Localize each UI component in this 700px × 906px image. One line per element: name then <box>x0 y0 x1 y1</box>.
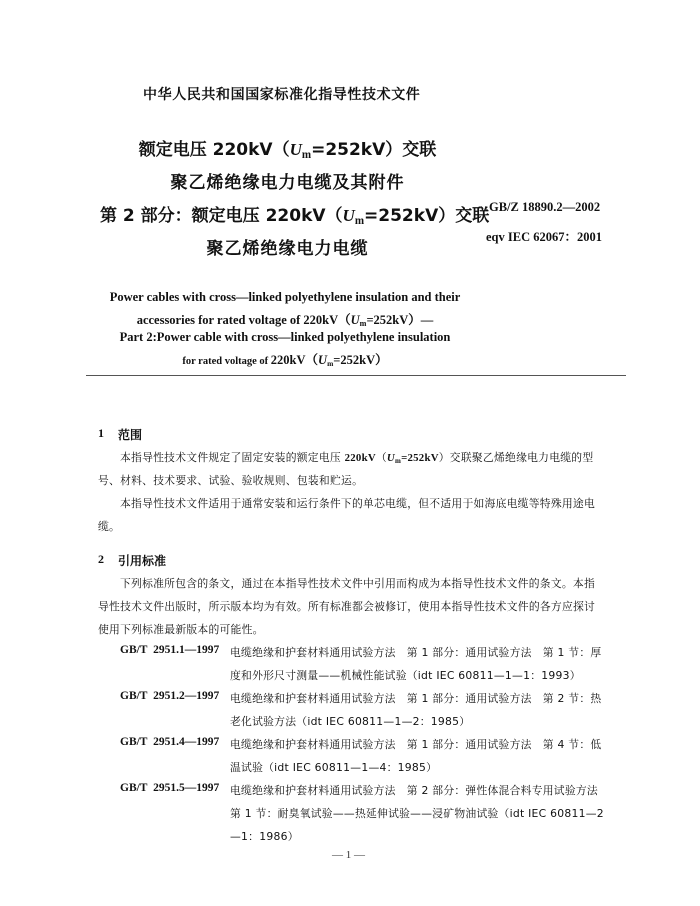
issuing-organization: 中华人民共和国国家标准化指导性技术文件 <box>143 87 421 103</box>
reference-title-line-1: 电缆绝缘和护套材料通用试验方法 第 1 部分：通用试验方法 第 2 节：热 <box>230 692 602 705</box>
title-en-line-2-pre: accessories for rated voltage of 220kV（ <box>136 313 351 327</box>
title-en-line-4-post: =252kV） <box>333 353 388 367</box>
section-1-para-2-line-1: 本指导性技术文件适用于通常安装和运行条件下的单芯电缆，但不适用于如海底电缆等特殊用途电 <box>120 497 596 510</box>
title-cn-line-1 <box>130 135 445 161</box>
title-en-line-1: Power cables with cross—linked polyethylene insulation and their <box>109 290 461 304</box>
title-en-line-4-pre: for rated voltage of <box>182 356 271 367</box>
title-en-line-3: Part 2:Power cable with cross—linked polyethylene insulation <box>119 330 451 344</box>
s1-p1-sub: m <box>394 456 402 465</box>
title-cn-line-4: 聚乙烯绝缘电力电缆 <box>206 239 369 259</box>
title-cn-line-3-pre: 第 2 部分：额定电压 220kV（ <box>100 206 343 226</box>
section-2-title: 引用标准 <box>118 554 167 568</box>
section-1-para-2-line-2: 缆。 <box>98 520 121 533</box>
title-cn-line-1-sub: m <box>301 148 312 161</box>
section-2-para-line-1: 下列标准所包含的条文，通过在本指导性技术文件中引用而构成为本指导性技术文件的条文。本指 <box>120 577 596 590</box>
title-en-line-4-sub: m <box>327 358 334 368</box>
title-cn-line-3-u: U <box>342 206 355 225</box>
title-cn-line-1-pre: 额定电压 220kV（ <box>138 140 290 160</box>
title-cn-line-1-u: U <box>289 140 302 159</box>
section-1-para-1-line-2: 号、材料、技术要求、试验、验收规则、包装和贮运。 <box>98 474 364 487</box>
header-divider <box>86 375 626 376</box>
title-en-line-2-post: =252kV）— <box>366 313 434 327</box>
section-1-para-1-line-1 <box>120 450 593 465</box>
reference-title-line-1: 电缆绝缘和护套材料通用试验方法 第 1 部分：通用试验方法 第 4 节：低 <box>230 738 602 751</box>
standard-code: GB/Z 18890.2—2002 <box>489 200 601 214</box>
title-en-line-4-bold: 220kV（ <box>270 353 319 367</box>
title-en-line-4 <box>80 350 490 368</box>
title-en-line-4-u: U <box>318 353 328 367</box>
reference-title-line-2: 度和外形尺寸测量——机械性能试验（idt IEC 60811—1—1：1993） <box>230 669 581 682</box>
s1-p1-b: 220kV <box>344 452 376 464</box>
reference-code: GB/T 2951.2—1997 <box>120 690 220 702</box>
page-number: — 1 — <box>332 849 365 861</box>
reference-title-line-2: 第 1 节：耐臭氧试验——热延伸试验——浸矿物油试验（idt IEC 60811—2 <box>230 807 604 820</box>
reference-code: GB/T 2951.4—1997 <box>120 736 220 748</box>
standard-equivalence: eqv IEC 62067：2001 <box>486 230 602 244</box>
reference-code: GB/T 2951.5—1997 <box>120 782 220 794</box>
title-cn-line-3-sub: m <box>354 214 365 227</box>
section-1-title: 范围 <box>118 428 143 442</box>
section-2-number: 2 <box>98 552 104 566</box>
reference-code: GB/T 2951.1—1997 <box>120 644 220 656</box>
title-cn-line-1-post: =252kV）交联 <box>311 140 437 160</box>
title-cn-line-3-post: =252kV）交联 <box>364 206 490 226</box>
reference-title-line-1: 电缆绝缘和护套材料通用试验方法 第 1 部分：通用试验方法 第 1 节：厚 <box>230 646 602 659</box>
reference-title-line-1: 电缆绝缘和护套材料通用试验方法 第 2 部分：弹性体混合料专用试验方法 <box>230 784 598 797</box>
title-en-line-2-u: U <box>350 313 360 327</box>
section-1-number: 1 <box>98 426 104 440</box>
s1-p1-b2: =252kV <box>401 452 439 464</box>
s1-p1-mid: （ <box>375 451 387 464</box>
reference-title-line-2: 老化试验方法（idt IEC 60811—1—2：1985） <box>230 715 471 728</box>
title-cn-line-2: 聚乙烯绝缘电力电缆及其附件 <box>170 173 405 193</box>
section-2-para-line-3: 使用下列标准最新版本的可能性。 <box>98 623 264 636</box>
title-cn-line-3 <box>100 201 490 227</box>
section-2-para-line-2: 导性技术文件出版时，所示版本均为有效。所有标准都会被修订，使用本指导性技术文件的各方应探讨 <box>98 600 596 613</box>
s1-p1-pre: 本指导性技术文件规定了固定安装的额定电压 <box>120 451 345 464</box>
reference-title-line-2: 温试验（idt IEC 60811—1—4：1985） <box>230 761 438 774</box>
title-en-line-2-sub: m <box>359 319 367 329</box>
reference-title-line-3: —1：1986） <box>230 830 299 843</box>
title-en-line-2 <box>80 310 490 328</box>
s1-p1-post: ）交联聚乙烯绝缘电力电缆的型 <box>438 451 594 464</box>
s1-p1-u: U <box>386 452 395 464</box>
